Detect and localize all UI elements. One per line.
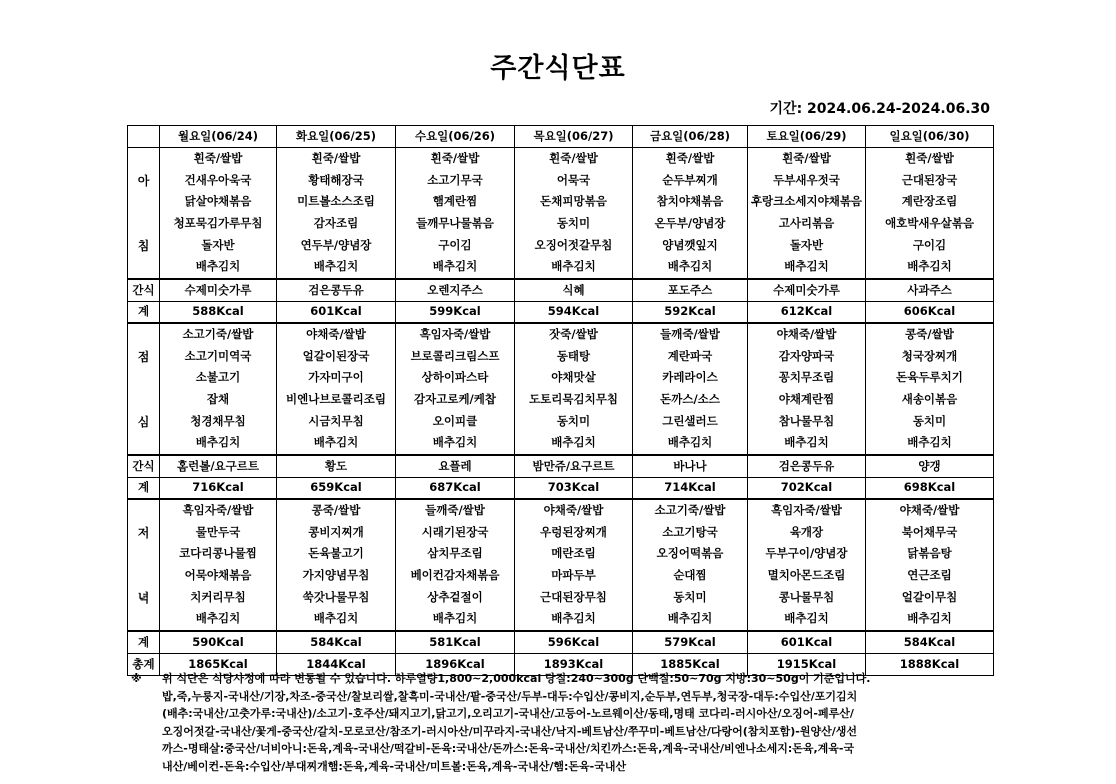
menu-item: 쑥갓나물무침: [302, 589, 370, 604]
menu-item: 흑임자죽/쌀밥: [771, 503, 842, 518]
lunch-label: [128, 323, 160, 455]
lunch-kcal-value: 659Kcal: [310, 480, 362, 495]
day-header-cell: [277, 126, 396, 148]
menu-item: 물만두국: [195, 524, 241, 539]
menu-item: 콩나물무침: [778, 589, 835, 604]
menu-item: 배추김치: [313, 435, 359, 450]
menu-item: 가자미구이: [308, 370, 364, 385]
menu-item: 청포묵김가루무침: [173, 216, 263, 230]
lunch-cell: [277, 323, 396, 455]
breakfast-row: [128, 148, 994, 280]
dinner-cell: [748, 499, 866, 631]
daily-total-kcal-value: 1893Kcal: [543, 656, 604, 671]
menu-item: 어묵야채볶음: [184, 568, 252, 582]
menu-item: 미트볼소스조림: [297, 194, 375, 209]
menu-item: 동치미: [912, 413, 947, 428]
menu-item: 배추김치: [667, 611, 713, 626]
breakfast-label: [128, 148, 160, 280]
menu-item: 콩비지찌개: [308, 524, 364, 539]
menu-item: 청국장찌개: [901, 348, 958, 363]
menu-item: 배추김치: [551, 259, 596, 274]
afternoon-snack-cell: [277, 455, 396, 478]
breakfast-cell: [515, 148, 633, 280]
menu-item: 흰죽/쌀밥: [665, 151, 715, 166]
menu-item: 순대찜: [673, 568, 707, 582]
morning-snack-value: 수제미숫가루: [773, 282, 840, 297]
day-header-cell: [633, 126, 748, 148]
afternoon-snack-cell: [866, 455, 994, 478]
breakfast-kcal-cell: [277, 302, 396, 324]
menu-item: 콩죽/쌀밥: [311, 503, 361, 518]
menu-item: 돈육두루치기: [896, 370, 963, 385]
notes-section: [131, 670, 991, 775]
dinner-cell: [866, 499, 994, 631]
menu-item: 잡채: [206, 392, 230, 406]
menu-item: 배추김치: [195, 259, 241, 274]
menu-item: 야채맛살: [551, 370, 596, 385]
menu-item: 배추김치: [907, 611, 952, 626]
lunch-kcal-row: [128, 478, 994, 500]
dinner-kcal-cell: [515, 631, 633, 654]
breakfast-kcal-cell: [160, 302, 277, 324]
day-header-cell: [160, 126, 277, 148]
menu-item: 그린샐러드: [662, 413, 718, 428]
menu-item: 흰죽/쌀밥: [430, 151, 480, 166]
day-header: 월요일(06/24): [177, 128, 259, 143]
menu-item: 배추김치: [432, 259, 478, 274]
breakfast-kcal-cell: [866, 302, 994, 324]
dinner-kcal-cell: [277, 631, 396, 654]
menu-item: 동치미: [556, 216, 591, 230]
menu-item: 배추김치: [195, 611, 241, 626]
dinner-kcal-value: 584Kcal: [310, 634, 362, 649]
morning-snack-value: 사과주스: [907, 282, 952, 297]
lunch-cell: [160, 323, 277, 455]
breakfast-cell: [160, 148, 277, 280]
menu-item: 배추김치: [195, 435, 241, 450]
menu-item: 어묵국: [556, 172, 591, 187]
daily-total-kcal-value: 1888Kcal: [899, 656, 960, 671]
dinner-label-char: 녁: [137, 590, 150, 605]
daily-total-kcal-value: 1915Kcal: [776, 656, 837, 671]
breakfast-kcal-value: 588Kcal: [192, 304, 244, 319]
menu-item: 애호박새우살볶음: [885, 216, 974, 230]
menu-item: 근대된장무침: [540, 589, 607, 604]
menu-item: 꽁치무조림: [778, 370, 835, 385]
breakfast-kcal-value: 592Kcal: [664, 304, 716, 319]
menu-item: 계란파국: [667, 348, 713, 363]
breakfast-label-char: 침: [137, 238, 150, 253]
menu-item: 두부새우젓국: [773, 172, 840, 187]
menu-item: 흰죽/쌀밥: [782, 151, 831, 166]
menu-item: 배추김치: [551, 611, 596, 626]
period-label: 기간: 2024.06.24-2024.06.30: [769, 101, 990, 117]
menu-item: 야채죽/쌀밥: [543, 503, 604, 518]
morning-snack-value: 수제미숫가루: [184, 282, 252, 297]
menu-item: 닭볶음탕: [907, 546, 952, 561]
daily-total-kcal-value: 1885Kcal: [660, 656, 720, 671]
menu-item: 배추김치: [907, 259, 952, 274]
menu-item: 동태탕: [556, 348, 591, 363]
menu-item: 황태해장국: [308, 172, 364, 187]
dinner-kcal-value: 590Kcal: [192, 634, 244, 649]
menu-item: 야채죽/쌀밥: [899, 503, 960, 518]
lunch-kcal-value: 702Kcal: [780, 480, 833, 495]
lunch-kcal-value: 703Kcal: [547, 480, 600, 495]
dinner-cell: [277, 499, 396, 631]
menu-item: 돈육불고기: [308, 546, 364, 561]
menu-item: 잣죽/쌀밥: [549, 327, 598, 342]
menu-item: 양념깻잎지: [662, 237, 718, 252]
menu-item: 오이피클: [432, 413, 478, 428]
menu-item: 배추김치: [667, 435, 713, 450]
menu-item: 배추김치: [432, 435, 478, 450]
menu-item: 삼치무조림: [427, 546, 483, 561]
lunch-cell: [515, 323, 633, 455]
lunch-kcal-cell: [866, 478, 994, 500]
day-header-cell: [515, 126, 633, 148]
note-mark: ※: [131, 672, 142, 685]
breakfast-kcal-value: 594Kcal: [547, 304, 600, 319]
corner-cell: [128, 126, 160, 148]
lunch-label-char: 점: [137, 349, 150, 364]
menu-item: 소고기죽/쌀밥: [654, 503, 726, 518]
morning-snack-cell: [866, 279, 994, 302]
menu-item: 오징어젓갈무침: [534, 237, 613, 252]
menu-item: 참나물무침: [778, 413, 835, 428]
note-origin: 밥,죽,누룽지-국내산/기장,차조-중국산/찰보리쌀,찰흑미-국내산/팥-중국산/두부-대두:수입산/콩비지,순두부,연두부,청국장-대두:수입산/포기김치 (배추:국내산/고춧가루:국내산)/소고기-호주산/돼지고기,닭고기,오리고기-국내산/고등어-노르웨이산/동태,명태 코다리-러시아산/오징어-페루산/ 오징어젓갈-국내산/꽃게-중국산/갈치-모로코산/참조기-러시아산/미꾸라지-국내산/낙지-베트남산/쭈꾸미-베트남산/다랑어(참치포함)-원양산/생선 까스-명태살:중국산/너비아니:돈육,계육-국내산/떡갈비-돈육:국내산/돈까스:돈육-국내산/치킨까스:돈육,계육-국내산/비엔나소세지:돈육,계육-국 내산/베이컨-돈육:수입산/부대찌개햄:돈육,계육-국내산/미트볼:돈육,계육-국내산/햄:돈육-국내산: [162, 689, 858, 773]
morning-snack-value: 식혜: [562, 282, 585, 297]
menu-item: 두부구이/양념장: [765, 546, 848, 561]
menu-item: 치커리무침: [190, 589, 246, 604]
lunch-cell: [396, 323, 515, 455]
menu-item: 소고기무국: [427, 172, 483, 187]
menu-item: 북어채무국: [901, 524, 958, 539]
lunch-kcal-value: 698Kcal: [903, 480, 956, 495]
daily-total-kcal-value: 1896Kcal: [425, 656, 485, 671]
day-header: 화요일(06/25): [295, 128, 377, 143]
menu-item: 소고기죽/쌀밥: [182, 327, 254, 342]
lunch-kcal-value: 687Kcal: [429, 480, 481, 495]
menu-item: 야채죽/쌀밥: [776, 327, 837, 342]
dinner-label: [128, 499, 160, 631]
breakfast-cell: [866, 148, 994, 280]
menu-item: 돈채피망볶음: [540, 194, 607, 209]
morning-snack-value: 검은콩두유: [308, 282, 364, 297]
lunch-kcal-cell: [515, 478, 633, 500]
morning-snack-cell: [633, 279, 748, 302]
menu-item: 후랑크소세지야채볶음: [750, 194, 863, 209]
menu-item: 배추김치: [784, 259, 829, 274]
lunch-label-char: 심: [137, 414, 150, 429]
menu-item: 상추겉절이: [427, 589, 483, 604]
menu-item: 비엔나브로콜리조림: [286, 392, 386, 406]
menu-item: 구이김: [438, 237, 472, 252]
menu-item: 소고기미역국: [184, 348, 252, 363]
menu-item: 소고기탕국: [662, 524, 718, 539]
header-row: [128, 126, 994, 148]
breakfast-kcal-cell: [396, 302, 515, 324]
menu-item: 새송이볶음: [901, 392, 958, 406]
morning-snack-value: 포도주스: [667, 282, 713, 297]
dinner-kcal-cell: [160, 631, 277, 654]
breakfast-cell: [748, 148, 866, 280]
menu-item: 상하이파스타: [421, 370, 489, 385]
menu-item: 연근조림: [907, 568, 952, 582]
dinner-kcal-label-cell: [128, 631, 160, 654]
menu-item: 흰죽/쌀밥: [311, 151, 361, 166]
lunch-kcal-label-cell: [128, 478, 160, 500]
menu-item: 육개장: [789, 524, 824, 539]
menu-item: 카레라이스: [662, 370, 718, 385]
breakfast-kcal-cell: [515, 302, 633, 324]
dinner-cell: [396, 499, 515, 631]
day-header: 목요일(06/27): [533, 128, 614, 143]
menu-item: 흰죽/쌀밥: [193, 151, 243, 166]
menu-item: 돈까스/소스: [660, 392, 720, 406]
menu-item: 닭살야채볶음: [184, 194, 252, 209]
lunch-row: [128, 323, 994, 455]
morning-snack-value: 오렌지주스: [427, 282, 483, 297]
menu-item: 돌자반: [201, 237, 235, 252]
lunch-kcal-value: 716Kcal: [192, 480, 244, 495]
dinner-kcal-row: [128, 631, 994, 654]
menu-item: 고사리볶음: [778, 216, 835, 230]
menu-item: 오징어떡볶음: [656, 546, 724, 561]
menu-item: 계란장조림: [901, 194, 958, 209]
menu-item: 감자고로케/케찹: [414, 392, 496, 406]
menu-item: 구이김: [912, 237, 947, 252]
lunch-kcal-cell: [396, 478, 515, 500]
breakfast-kcal-label-cell: [128, 302, 160, 324]
menu-item: 배추김치: [313, 611, 359, 626]
menu-item: 순두부찌개: [662, 172, 718, 187]
afternoon-snack-cell: [633, 455, 748, 478]
menu-item: 햄계란찜: [432, 194, 478, 209]
breakfast-kcal-value: 606Kcal: [903, 304, 956, 319]
menu-item: 흑임자죽/쌀밥: [182, 503, 254, 518]
breakfast-kcal-value: 599Kcal: [429, 304, 481, 319]
menu-item: 배추김치: [432, 611, 478, 626]
breakfast-cell: [277, 148, 396, 280]
afternoon-snack-value: 홈런볼/요구르트: [177, 458, 259, 473]
menu-item: 멸치아몬드조림: [767, 568, 846, 582]
menu-item: 도토리묵김치무침: [529, 392, 618, 406]
menu-item: 야채계란찜: [778, 392, 835, 406]
menu-item: 우렁된장찌개: [540, 524, 607, 539]
menu-item: 소불고기: [195, 370, 241, 385]
menu-item: 브로콜리크림스프: [410, 348, 500, 363]
lunch-cell: [748, 323, 866, 455]
menu-item: 돌자반: [789, 237, 824, 252]
dinner-kcal-cell: [866, 631, 994, 654]
dinner-kcal-value: 601Kcal: [780, 634, 833, 649]
morning-snack-cell: [748, 279, 866, 302]
day-header-cell: [866, 126, 994, 148]
day-header-cell: [396, 126, 515, 148]
afternoon-snack-label: 간식: [132, 458, 155, 473]
menu-item: 흰죽/쌀밥: [549, 151, 598, 166]
menu-item: 들깨죽/쌀밥: [660, 327, 720, 342]
menu-item: 시금치무침: [308, 413, 364, 428]
morning-snack-cell: [160, 279, 277, 302]
menu-item: 동치미: [556, 413, 591, 428]
menu-item: 참치야채볶음: [656, 194, 724, 209]
menu-item: 흑임자죽/쌀밥: [419, 327, 491, 342]
afternoon-snack-cell: [515, 455, 633, 478]
afternoon-snack-value: 양갱: [918, 458, 941, 473]
menu-item: 청경채무침: [190, 413, 246, 428]
dinner-kcal-cell: [396, 631, 515, 654]
afternoon-snack-cell: [396, 455, 515, 478]
afternoon-snack-value: 요플레: [438, 458, 472, 473]
menu-item: 배추김치: [313, 259, 359, 274]
morning-snack-label-cell: [128, 279, 160, 302]
afternoon-snack-value: 황도: [324, 458, 348, 473]
day-header: 금요일(06/28): [649, 128, 731, 143]
morning-snack-label: 간식: [132, 282, 155, 297]
menu-item: 얼갈이된장국: [302, 348, 370, 363]
dinner-row: [128, 499, 994, 631]
daily-total-kcal-value: 1865Kcal: [188, 656, 248, 671]
afternoon-snack-value: 바나나: [673, 458, 707, 473]
dinner-kcal-value: 596Kcal: [547, 634, 600, 649]
afternoon-snack-value: 밤만쥬/요구르트: [532, 458, 615, 473]
menu-item: 메란조림: [551, 546, 596, 561]
afternoon-snack-label-cell: [128, 455, 160, 478]
menu-item: 동치미: [673, 589, 707, 604]
menu-item: 마파두부: [551, 568, 596, 582]
menu-item: 배추김치: [907, 435, 952, 450]
morning-snack-cell: [396, 279, 515, 302]
day-header-cell: [748, 126, 866, 148]
afternoon-snack-cell: [160, 455, 277, 478]
day-header: 일요일(06/30): [889, 128, 970, 143]
menu-item: 코다리콩나물찜: [179, 546, 257, 561]
morning-snack-cell: [515, 279, 633, 302]
afternoon-snack-cell: [748, 455, 866, 478]
lunch-kcal-cell: [277, 478, 396, 500]
breakfast-kcal-cell: [748, 302, 866, 324]
dinner-cell: [633, 499, 748, 631]
menu-item: 연두부/양념장: [300, 237, 372, 252]
weekly-menu-table: [127, 125, 994, 676]
dinner-kcal-cell: [633, 631, 748, 654]
daily-total-kcal-value: 1844Kcal: [306, 656, 366, 671]
breakfast-kcal-value: 612Kcal: [780, 304, 833, 319]
menu-item: 가지양념무침: [302, 568, 370, 582]
lunch-cell: [866, 323, 994, 455]
lunch-kcal-cell: [160, 478, 277, 500]
lunch-kcal-label: 계: [137, 480, 150, 495]
menu-item: 건새우아욱국: [184, 172, 252, 187]
breakfast-cell: [396, 148, 515, 280]
dinner-kcal-cell: [748, 631, 866, 654]
menu-item: 근대된장국: [901, 172, 958, 187]
dinner-cell: [160, 499, 277, 631]
morning-snack-cell: [277, 279, 396, 302]
menu-item: 온두부/양념장: [654, 216, 726, 230]
morning-snack-row: [128, 279, 994, 302]
menu-item: 배추김치: [551, 435, 596, 450]
lunch-kcal-cell: [633, 478, 748, 500]
dinner-kcal-value: 581Kcal: [429, 634, 481, 649]
dinner-kcal-value: 579Kcal: [664, 634, 716, 649]
dinner-cell: [515, 499, 633, 631]
breakfast-label-char: 아: [137, 173, 150, 188]
menu-item: 흰죽/쌀밥: [905, 151, 954, 166]
breakfast-cell: [633, 148, 748, 280]
lunch-cell: [633, 323, 748, 455]
afternoon-snack-value: 검은콩두유: [778, 458, 835, 473]
lunch-kcal-cell: [748, 478, 866, 500]
menu-item: 들깨무나물볶음: [416, 216, 494, 230]
menu-item: 들깨죽/쌀밥: [425, 503, 485, 518]
menu-item: 시래기된장국: [421, 524, 489, 539]
lunch-kcal-value: 714Kcal: [664, 480, 716, 495]
menu-item: 야채죽/쌀밥: [306, 327, 366, 342]
note-standard: 위 식단은 식당사정에 따라 변동될 수 있습니다. 하루열량1,800~2,000kcal 당질:240~300g 단백질:50~70g 지방:30~50g이 기준입니다.: [162, 672, 871, 685]
menu-item: 베이컨감자채볶음: [410, 568, 500, 582]
breakfast-kcal-value: 601Kcal: [310, 304, 362, 319]
menu-item: 콩죽/쌀밥: [905, 327, 954, 342]
breakfast-kcal-row: [128, 302, 994, 324]
day-header: 수요일(06/26): [414, 128, 496, 143]
dinner-kcal-label: 계: [137, 634, 150, 649]
menu-item: 감자양파국: [778, 348, 835, 363]
breakfast-kcal-label: 계: [137, 304, 150, 319]
afternoon-snack-row: [128, 455, 994, 478]
day-header: 토요일(06/29): [766, 128, 847, 143]
menu-item: 얼갈이무침: [901, 589, 958, 604]
menu-item: 감자조림: [313, 216, 359, 230]
daily-total-kcal-label: 총계: [132, 656, 155, 671]
menu-item: 배추김치: [784, 435, 829, 450]
dinner-kcal-value: 584Kcal: [903, 634, 956, 649]
breakfast-kcal-cell: [633, 302, 748, 324]
menu-item: 배추김치: [784, 611, 829, 626]
dinner-label-char: 저: [137, 525, 150, 540]
page-title: 주간식단표: [490, 53, 626, 84]
menu-item: 배추김치: [667, 259, 713, 274]
